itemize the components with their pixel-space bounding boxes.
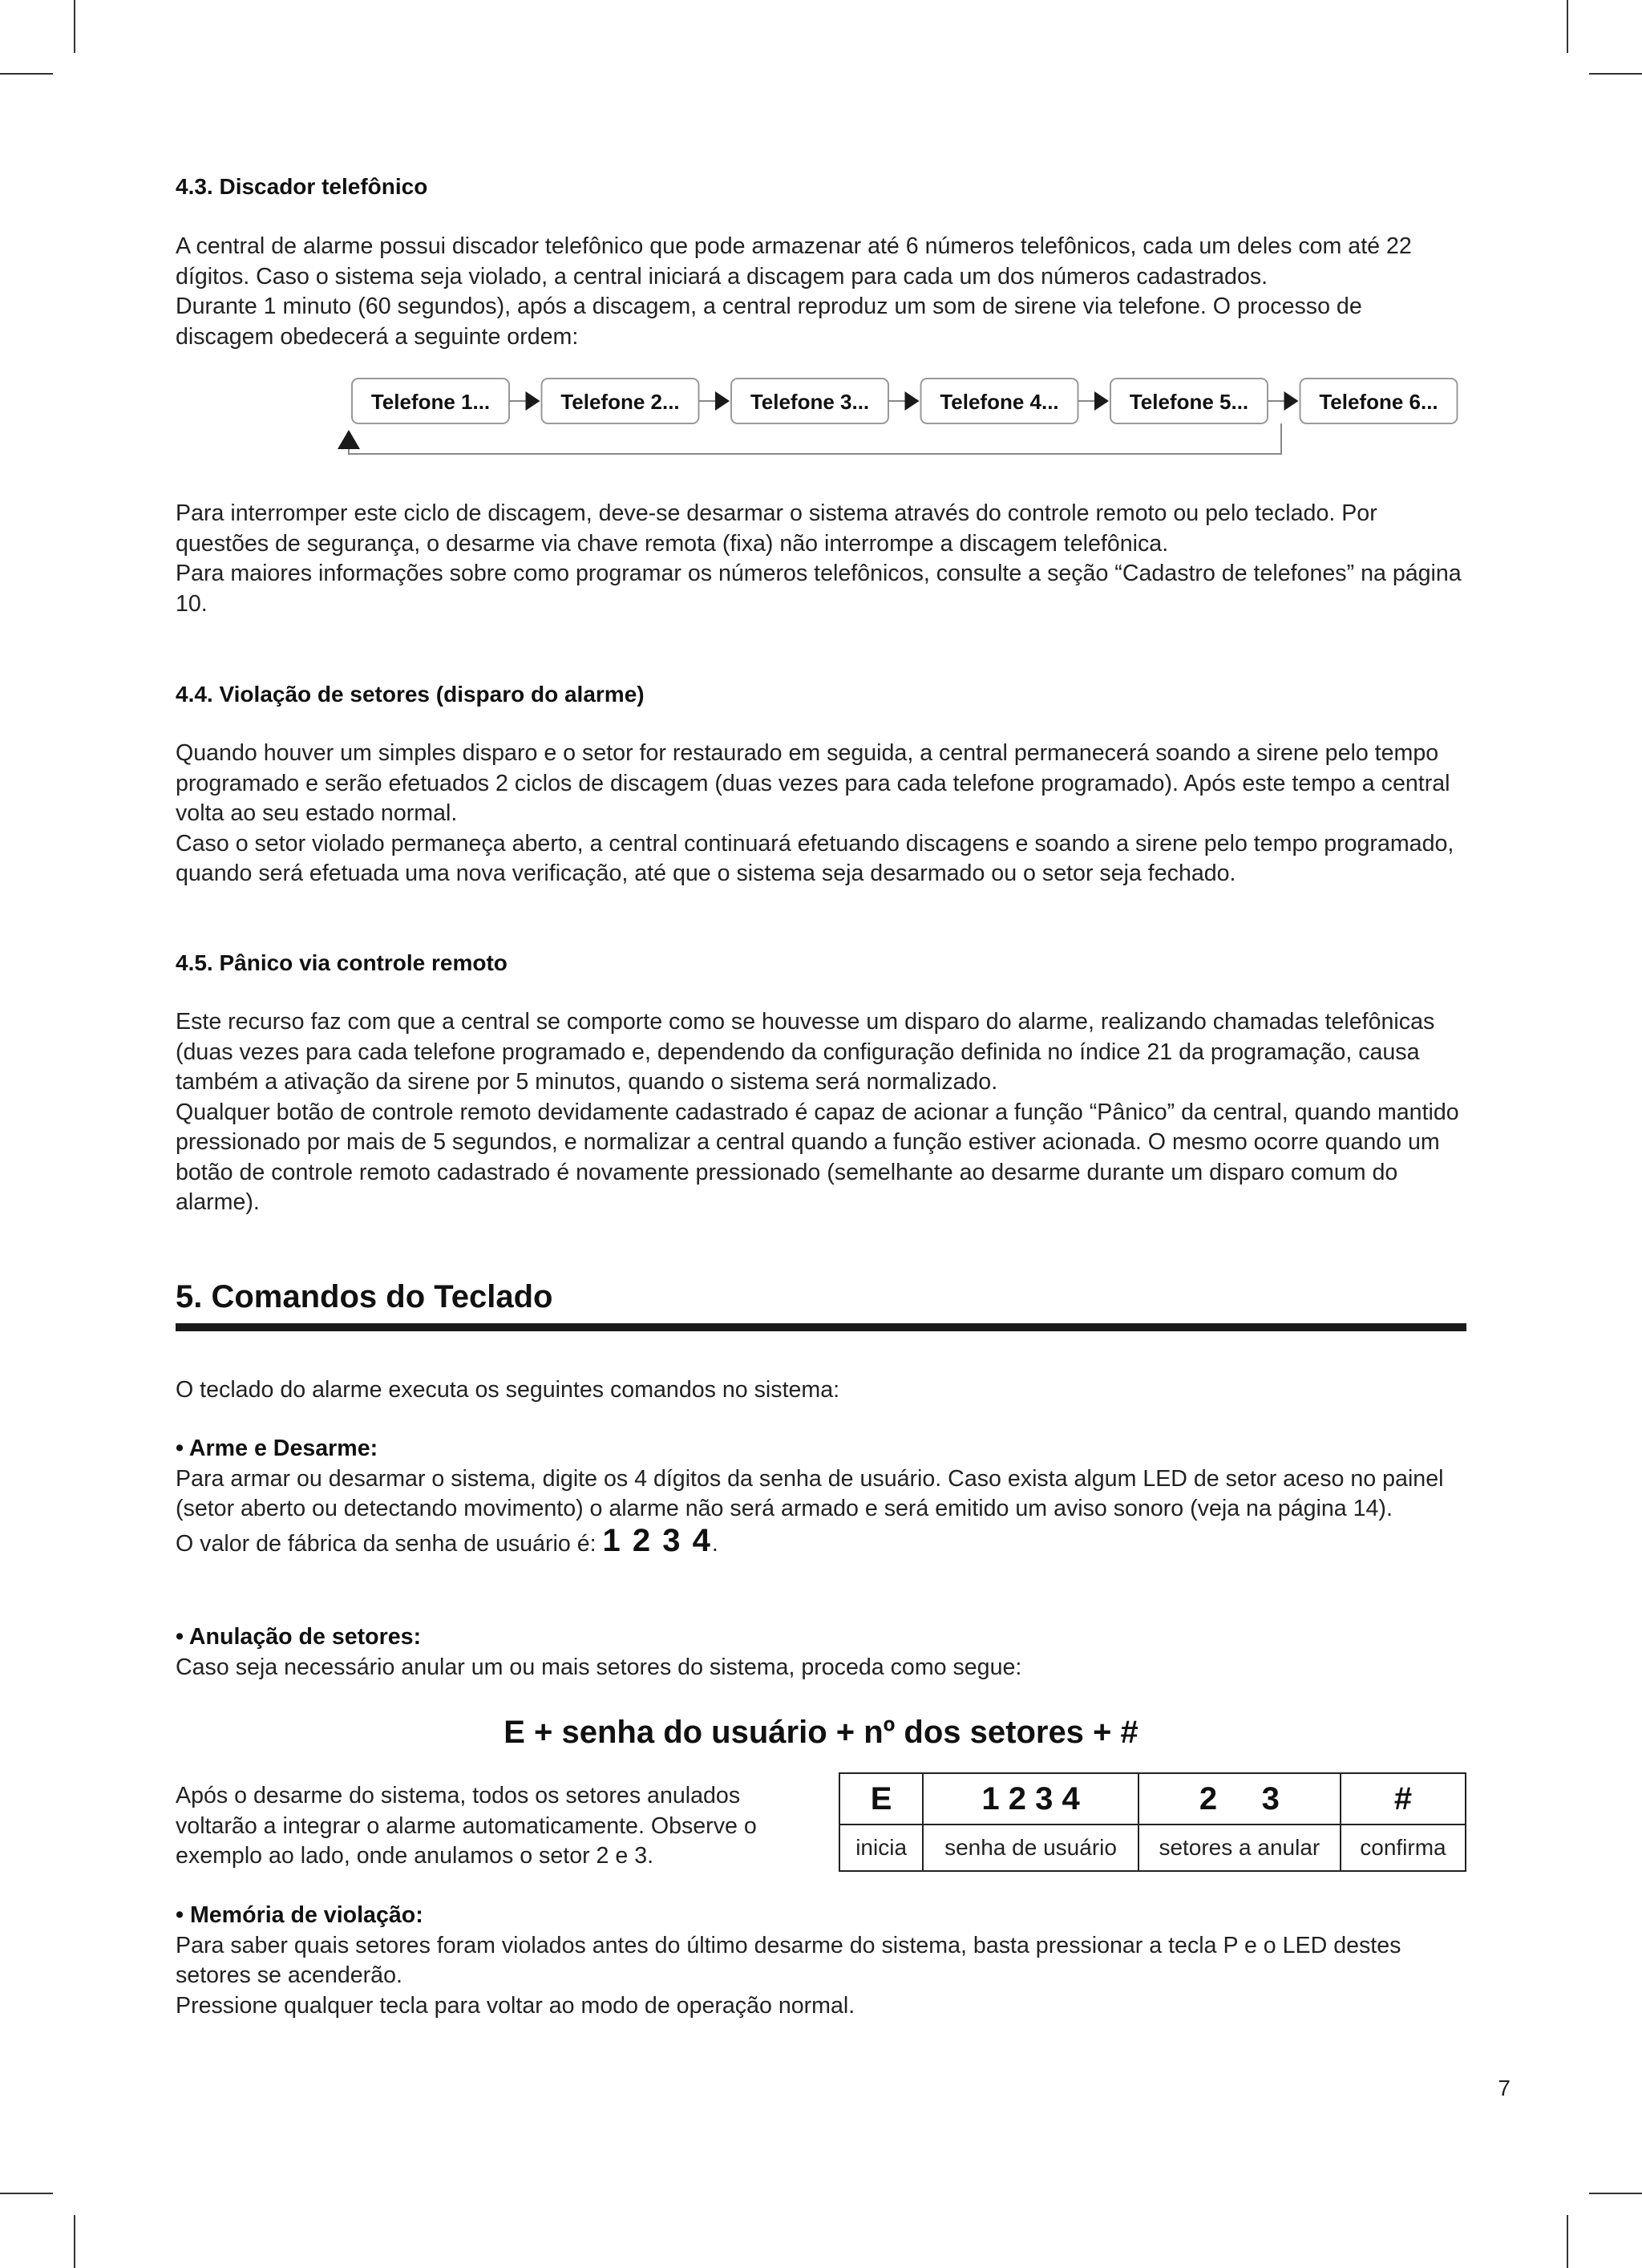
anulacao-title: • Anulação de setores: (176, 1624, 422, 1650)
arme-desarme-title: • Arme e Desarme: (176, 1436, 378, 1461)
section-5-intro: O teclado do alarme executa os seguintes comandos no sistema: (176, 1377, 840, 1403)
section-4-5-title: 4.5. Pânico via controle remoto (176, 950, 508, 975)
section-5-title: 5. Comandos do Teclado (176, 1279, 553, 1314)
arrow-right-icon (715, 391, 730, 411)
arme-desarme-text: Para armar ou desarmar o sistema, digite os 4 dígitos da senha de usuário. Caso exista algum LED de setor aceso no painel (setor aberto ou detectando movimento) o alarme não será armado e será emitido um aviso sonoro (veja na página 14). (176, 1465, 1444, 1521)
crop-mark-top-right-v (1567, 0, 1568, 53)
memoria-text-2: Pressione qualquer tecla para voltar ao modo de operação normal. (176, 1992, 855, 2019)
table-cell: senha de usuário (923, 1825, 1138, 1871)
section-4-3-body (176, 232, 1466, 352)
flow-label-telefone-1: Telefone 1... (370, 390, 491, 414)
section-4-4-body (176, 739, 1466, 889)
anulacao-example-table (839, 1772, 1466, 1872)
flow-label-telefone-5: Telefone 5... (1129, 390, 1249, 414)
arrow-right-icon (905, 391, 920, 411)
dialing-flow-diagram (269, 375, 1438, 456)
factory-code-suffix: . (711, 1530, 718, 1557)
table-cell: setores a anular (1138, 1825, 1341, 1871)
paragraph: Para interromper este ciclo de discagem, deve-se desarmar o sistema através do controle remoto ou pelo teclado. Por questões de segurança, o desarme via chave remota (fixa) não interrompe a discagem telefônica. (176, 500, 1377, 557)
crop-mark-bottom-left-v (74, 2215, 75, 2268)
crop-mark-top-left-h (0, 73, 53, 75)
crop-mark-bottom-right-h (1589, 2193, 1642, 2194)
anulacao-side-text: Após o desarme do sistema, todos os setores anulados voltarão a integrar o alarme automaticamente. Observe o exemplo ao lado, onde anulamos o setor 2 e 3. (176, 1783, 757, 1869)
anulacao-block (176, 1622, 1466, 1683)
flow-label-telefone-4: Telefone 4... (940, 390, 1059, 414)
table-cell: confirma (1341, 1825, 1466, 1871)
section-5-rule (176, 1323, 1466, 1331)
section-4-3-title: 4.3. Discador telefônico (176, 174, 428, 199)
memoria-text-1: Para saber quais setores foram violados antes do último desarme do sistema, basta pressionar a tecla P e o LED destes setores se acenderão. (176, 1932, 1401, 1988)
paragraph: Para maiores informações sobre como programar os números telefônicos, consulte a seção “Cadastro de telefones” na página 10. (176, 561, 1462, 617)
anulacao-formula: E + senha do usuário + nº dos setores + # (504, 1715, 1138, 1750)
paragraph: A central de alarme possui discador telefônico que pode armazenar até 6 números telefônicos, cada um deles com até 22 dígitos. Caso o sistema seja violado, a central iniciará a discagem para cada um dos números cadastrados. (176, 233, 1412, 290)
paragraph: Caso o setor violado permaneça aberto, a central continuará efetuando discagens e soando a sirene pelo tempo programado, quando será efetuada uma nova verificação, até que o sistema seja desarmado ou o setor seja fechado. (176, 830, 1454, 886)
crop-mark-top-right-h (1589, 73, 1642, 75)
crop-mark-top-left-v (74, 0, 75, 53)
arrow-right-icon (526, 391, 540, 411)
arrow-right-icon (1094, 391, 1109, 411)
table-cell: E (839, 1773, 923, 1825)
table-row-labels (839, 1825, 1466, 1871)
table-cell: 1 2 3 4 (923, 1773, 1138, 1825)
table-cell: inicia (839, 1825, 923, 1871)
table-cell: 2 3 (1138, 1773, 1341, 1825)
flow-label-telefone-2: Telefone 2... (560, 390, 680, 414)
memoria-title: • Memória de violação: (176, 1902, 423, 1928)
table-row-keys (839, 1773, 1466, 1825)
arme-desarme-block (176, 1434, 1466, 1559)
memoria-block (176, 1901, 1466, 2021)
factory-code-line (176, 1522, 1466, 1560)
paragraph: Quando houver um simples disparo e o setor for restaurado em seguida, a central permanecerá soando a sirene pelo tempo programado e serão efetuados 2 ciclos de discagem (duas vezes para cada telefone programado). Após este tempo a central volta ao seu estado normal. (176, 740, 1450, 826)
table-cell: # (1341, 1773, 1466, 1825)
paragraph: Qualquer botão de controle remoto devidamente cadastrado é capaz de acionar a função “Pânico” da central, quando mantido pressionado por mais de 5 segundos, e normalizar a central quando a função estiver acionada. O mesmo ocorre quando um botão de controle remoto cadastrado é novamente pressionado (semelhante ao desarme durante um disparo comum do alarme). (176, 1099, 1459, 1215)
flow-label-telefone-6: Telefone 6... (1319, 390, 1438, 414)
section-4-3-body-2 (176, 499, 1466, 619)
factory-code: 1 2 3 4 (602, 1522, 712, 1558)
return-arrow-icon (338, 430, 360, 449)
section-4-4-title: 4.4. Violação de setores (disparo do alarme) (176, 682, 645, 707)
paragraph: Este recurso faz com que a central se comporte como se houvesse um disparo do alarme, realizando chamadas telefônicas (duas vezes para cada telefone programado e, dependendo da configuração definida no índice 21 da programação, causa também a ativação da sirene por 5 minutos, quando o sistema será normalizado. (176, 1009, 1435, 1095)
anulacao-text: Caso seja necessário anular um ou mais setores do sistema, proceda como segue: (176, 1654, 1022, 1680)
factory-code-prefix: O valor de fábrica da senha de usuário é: (176, 1530, 603, 1557)
section-4-5-body (176, 1007, 1466, 1218)
arrow-right-icon (1284, 391, 1299, 411)
flow-label-telefone-3: Telefone 3... (750, 390, 870, 414)
paragraph: Durante 1 minuto (60 segundos), após a discagem, a central reproduz um som de sirene via telefone. O processo de discagem obedecerá a seguinte ordem: (176, 294, 1362, 350)
crop-mark-bottom-left-h (0, 2193, 53, 2194)
page-number: 7 (1498, 2076, 1511, 2100)
return-loop-line (349, 423, 1281, 454)
crop-mark-bottom-right-v (1567, 2215, 1568, 2268)
